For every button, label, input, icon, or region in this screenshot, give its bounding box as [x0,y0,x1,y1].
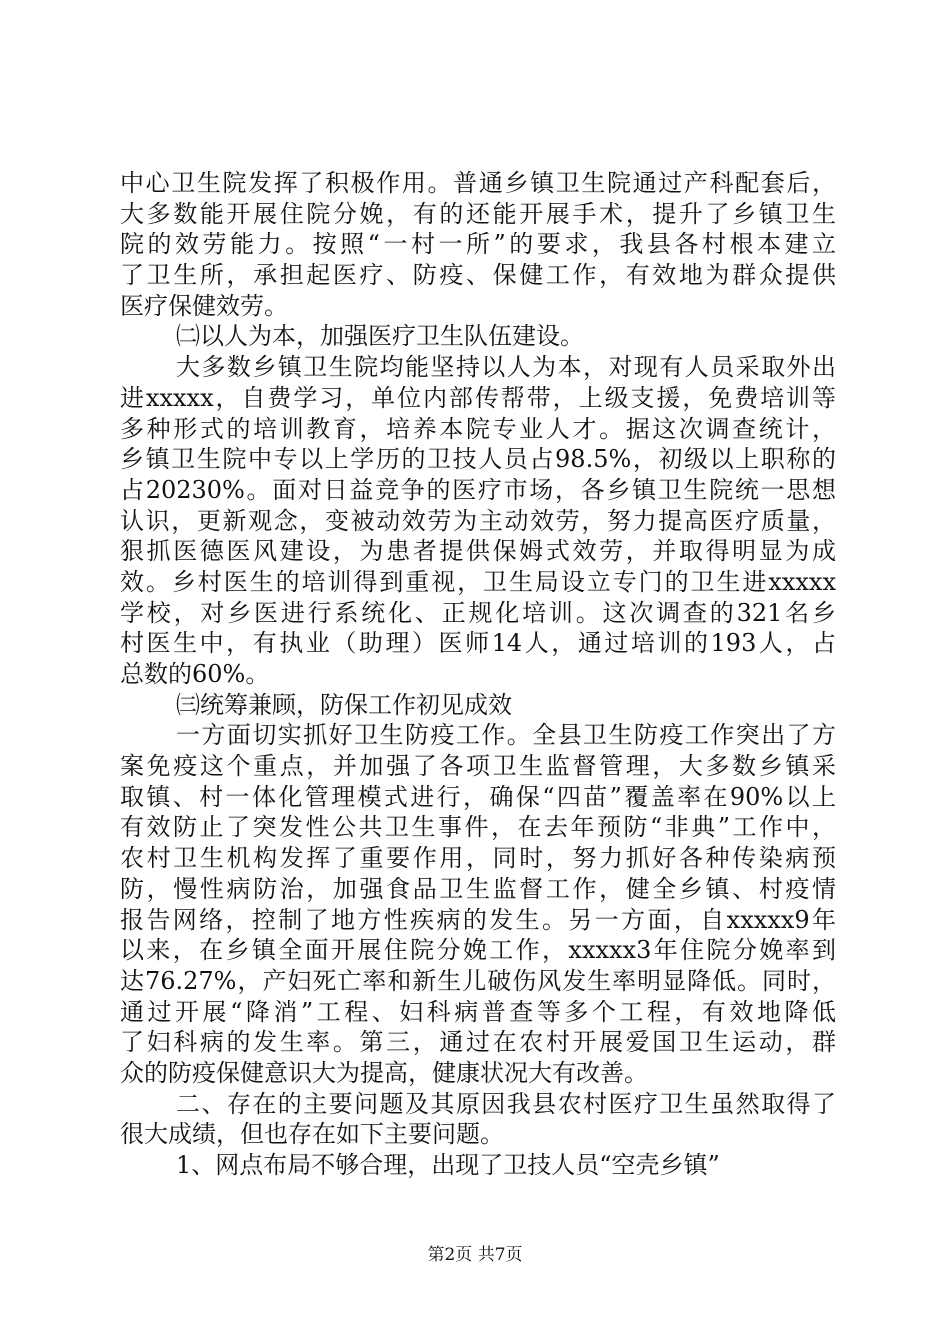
text-line: 有效防止了突发性公共卫生事件，在去年预防“非典”工作中， [120,813,836,842]
text-line: 防，慢性病防治，加强食品卫生监督工作，健全乡镇、村疫情 [120,874,836,903]
text-line: 学校，对乡医进行系统化、正规化培训。这次调查的321名乡 [120,598,836,627]
text-line: 以来，在乡镇全面开展住院分娩工作，xxxxx3年住院分娩率到 [120,936,836,965]
text-line: 效。乡村医生的培训得到重视，卫生局设立专门的卫生进xxxxx [120,567,836,596]
text-line: 通过开展“降消”工程、妇科病普查等多个工程，有效地降低 [120,997,836,1026]
text-line: 乡镇卫生院中专以上学历的卫技人员占98.5%，初级以上职称的 [120,445,836,474]
text-line: 狠抓医德医风建设，为患者提供保姆式效劳，并取得明显为成 [120,537,836,566]
text-line: 占20230%。面对日益竞争的医疗市场，各乡镇卫生院统一思想 [120,475,836,504]
text-line: 报告网络，控制了地方性疾病的发生。另一方面，自xxxxx9年 [120,905,836,934]
text-line: 二、存在的主要问题及其原因我县农村医疗卫生虽然取得了 [176,1089,836,1118]
text-line: 中心卫生院发挥了积极作用。普通乡镇卫生院通过产科配套后， [120,169,836,197]
text-line: 很大成绩，但也存在如下主要问题。 [120,1120,504,1149]
text-line: 一方面切实抓好卫生防疫工作。全县卫生防疫工作突出了方 [176,721,836,750]
text-line: 取镇、村一体化管理模式进行，确保“四苗”覆盖率在90%以上 [120,782,836,811]
text-line: 农村卫生机构发挥了重要作用，同时，努力抓好各种传染病预 [120,844,836,873]
text-line: ㈢统筹兼顾，防保工作初见成效 [176,690,512,719]
text-line: 大多数乡镇卫生院均能坚持以人为本，对现有人员采取外出 [176,353,836,382]
text-line: 了妇科病的发生率。第三，通过在农村开展爱国卫生运动，群 [120,1028,836,1057]
text-line: 村医生中，有执业（助理）医师14人，通过培训的193人，占 [120,629,836,658]
text-line: 大多数能开展住院分娩，有的还能开展手术，提升了乡镇卫生 [120,199,836,228]
page-footer: 第2页 共7页 [427,1245,523,1265]
text-line: 多种形式的培训教育，培养本院专业人才。据这次调查统计， [120,414,836,443]
text-line: 医疗保健效劳。 [120,291,288,320]
text-line: 1、网点布局不够合理，出现了卫技人员“空壳乡镇” [176,1151,720,1179]
text-line: 进xxxxx，自费学习，单位内部传帮带，上级支援，免费培训等 [120,383,836,412]
text-line: 达76.27%，产妇死亡率和新生儿破伤风发生率明显降低。同时， [120,966,836,995]
text-line: 了卫生所，承担起医疗、防疫、保健工作，有效地为群众提供 [120,261,836,290]
text-line: 院的效劳能力。按照“一村一所”的要求，我县各村根本建立 [120,230,836,259]
text-line: 总数的60%。 [120,660,270,688]
text-line: ㈡以人为本，加强医疗卫生队伍建设。 [176,322,584,351]
document-body [120,168,836,1181]
text-line: 众的防疫保健意识大为提高，健康状况大有改善。 [120,1058,648,1087]
text-line: 认识，更新观念，变被动效劳为主动效劳，努力提高医疗质量， [120,506,836,535]
text-line: 案免疫这个重点，并加强了各项卫生监督管理，大多数乡镇采 [120,752,836,781]
